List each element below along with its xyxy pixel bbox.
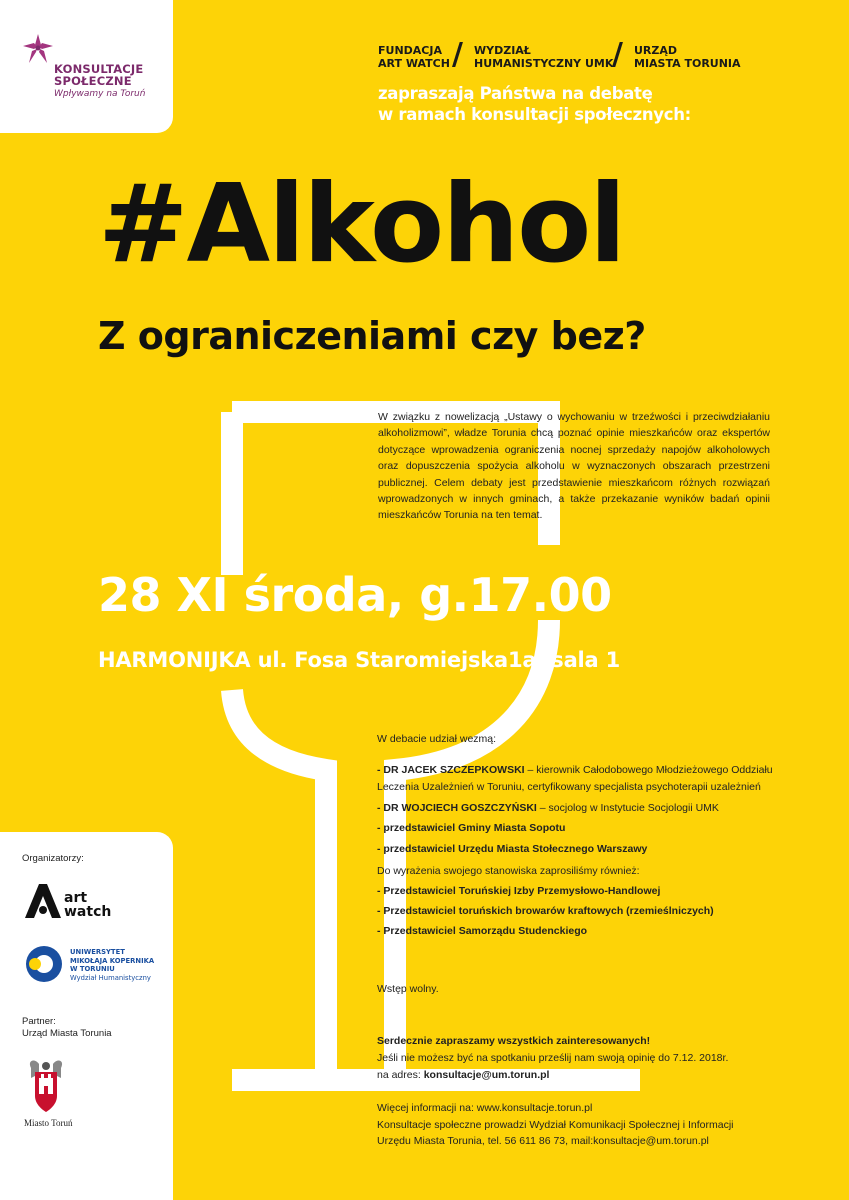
logo-line-2: SPOŁECZNE [54, 74, 132, 88]
footer-line-2: Konsultacje społeczne prowadzi Wydział Komunikacji Społecznej i Informacji [377, 1118, 734, 1131]
torun-crest-icon [27, 1058, 65, 1114]
participants-section [377, 731, 777, 861]
closing-section [377, 1033, 797, 1084]
invited-item: - Przedstawiciel Toruńskiej Izby Przemysłowo-Handlowej [377, 885, 661, 897]
logo-wordmark [54, 63, 145, 101]
footer-line-3: Urzędu Miasta Torunia, tel. 56 611 86 73, mail:konsultacje@um.torun.pl [377, 1135, 709, 1147]
invited-item: - Przedstawiciel toruńskich browarów kraftowych (rzemieślniczych) [377, 905, 714, 917]
footer-website: Więcej informacji na: www.konsultacje.torun.pl [377, 1102, 593, 1114]
intro-paragraph: W związku z nowelizacją „Ustawy o wychowaniu w trzeźwości i przeciwdziałaniu alkoholizmowi”, władze Torunia chcą poznać opinie mieszkańców oraz ekspertów dotyczące wprowadzenia ograniczenia nocnej sprzedaży napojów alkoholowych oraz dopuszczenia spożycia alkoholu w wyznaczonych obszarach przestrzeni publicznej. Celem debaty jest przedstawienie mieszkańcom różnych rozwiązań wprowadzonych w innych gminach, a także przekazanie wyników badań opinii mieszkańców Torunia na ten temat. [378, 411, 770, 522]
participant-item: - DR JACEK SZCZEPKOWSKI – kierownik Całodobowego Młodzieżowego Oddziału Leczenia Uzależnień w Toruniu, certyfikowany specjalista psychoterapii uzależnień [377, 763, 773, 793]
divider-slash: / [612, 37, 623, 72]
organizer-urzad: URZĄD MIASTA TORUNIA [634, 44, 741, 70]
invited-section [377, 861, 797, 941]
city-label: Miasto Toruń [24, 1118, 73, 1128]
artwatch-logo-icon [25, 884, 61, 918]
event-date: 28 XI środa, g.17.00 [98, 568, 612, 622]
invited-item: - Przedstawiciel Samorządu Studenckiego [377, 925, 588, 937]
welcome-line: Serdecznie zapraszamy wszystkich zainteresowanych! [377, 1035, 651, 1047]
artwatch-wordmark: art watch [64, 890, 112, 920]
organizers-label: Organizatorzy: [22, 853, 84, 864]
divider-slash: / [452, 37, 463, 72]
invite-text: zapraszają Państwa na debatę w ramach konsultacji społecznych: [378, 84, 691, 124]
flower-icon [21, 32, 55, 66]
partner-name: Urząd Miasta Torunia [22, 1028, 112, 1039]
opinion-line: Jeśli nie możesz być na spotkaniu prześlij nam swoją opinię do 7.12. 2018r. [377, 1052, 729, 1064]
poster-title: #Alkohol [98, 162, 625, 287]
umk-wordmark: UNIWERSYTET MIKOŁAJA KOPERNIKA W TORUNIU Wydział Humanistyczny [70, 948, 155, 982]
event-venue: HARMONIJKA ul. Fosa Staromiejska1a, sala 1 [98, 648, 621, 672]
poster-subtitle: Z ograniczeniami czy bez? [98, 314, 646, 358]
partner-label: Partner: [22, 1016, 56, 1027]
invited-heading: Do wyrażenia swojego stanowiska zaprosiliśmy również: [377, 865, 640, 877]
organizer-fundacja: FUNDACJA ART WATCH [378, 44, 450, 70]
logo-card [0, 0, 173, 133]
contact-email[interactable]: konsultacje@um.torun.pl [423, 1069, 550, 1081]
participant-item: - przedstawiciel Gminy Miasta Sopotu [377, 822, 566, 834]
footer-info [377, 1100, 797, 1150]
address-line: na adres: konsultacje@um.torun.pl [377, 1069, 550, 1081]
participants-heading: W debacie udział wezmą: [377, 733, 497, 745]
logo-line-1: KONSULTACJE [54, 62, 144, 76]
participant-item: - DR WOJCIECH GOSZCZYŃSKI – socjolog w Instytucie Socjologii UMK [377, 801, 719, 814]
entry-note: Wstęp wolny. [377, 983, 439, 995]
umk-logo-icon [24, 944, 64, 984]
organizer-wydzial: WYDZIAŁ HUMANISTYCZNY UMK [474, 44, 614, 70]
participant-item: - przedstawiciel Urzędu Miasta Stołecznego Warszawy [377, 842, 648, 855]
logo-tagline: Wpływamy na Toruń [54, 89, 146, 99]
